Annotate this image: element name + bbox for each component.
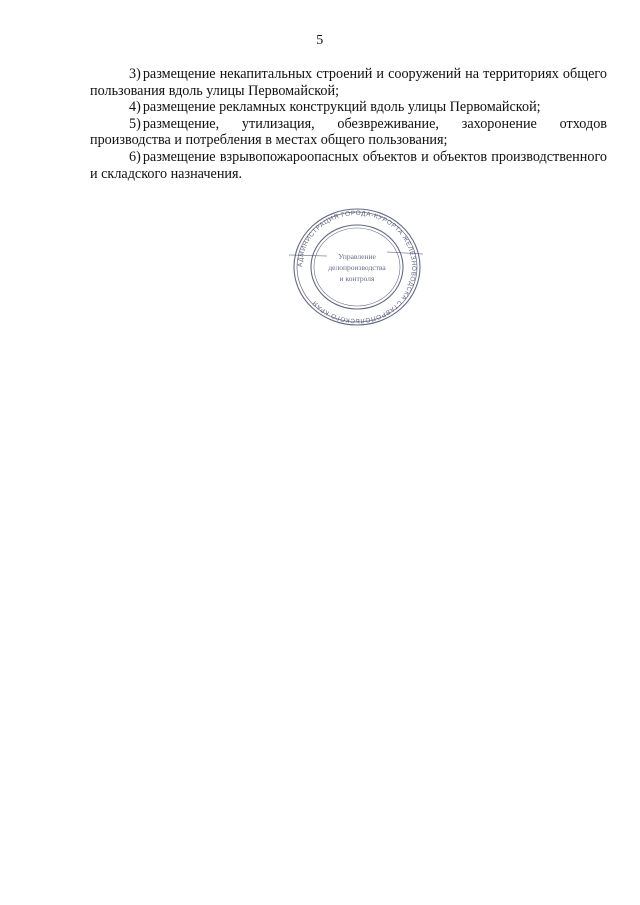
- page-number: 5: [316, 33, 324, 48]
- list-item-number: 6): [129, 148, 141, 165]
- list-item: [90, 149, 607, 182]
- list-item-number: 5): [129, 115, 141, 132]
- stamp-line-2: делопроизводства: [328, 263, 386, 272]
- list-item: [90, 116, 607, 149]
- official-stamp: [287, 207, 427, 327]
- stamp-seal-graphic: [287, 207, 427, 327]
- stamp-line-3: и контроля: [339, 274, 375, 283]
- list-item-text: размещение некапитальных строений и сооружений на территориях общего пользования вдоль улицы Первомайской;: [90, 66, 607, 99]
- document-body: [90, 66, 607, 182]
- stamp-line-1: Управление: [338, 252, 376, 261]
- list-item-text: размещение, утилизация, обезвреживание, захоронение отходов производства и потребления в местах общего пользования;: [90, 115, 607, 149]
- list-item-text: размещение рекламных конструкций вдоль улицы Первомайской;: [142, 99, 541, 116]
- list-item: [90, 66, 607, 99]
- list-item-number: 3): [129, 66, 141, 82]
- list-item: [90, 99, 607, 116]
- stamp-ring-text: АДМИНИСТРАЦИЯ ГОРОДА-КУРОРТА ЖЕЛЕЗНОВОДСКА СТАВРОПОЛЬСКОГО КРАЯ: [296, 209, 418, 325]
- list-item-number: 4): [129, 99, 141, 116]
- list-item-text: размещение взрывопожароопасных объектов и объектов производственного и складского назначения.: [90, 148, 607, 182]
